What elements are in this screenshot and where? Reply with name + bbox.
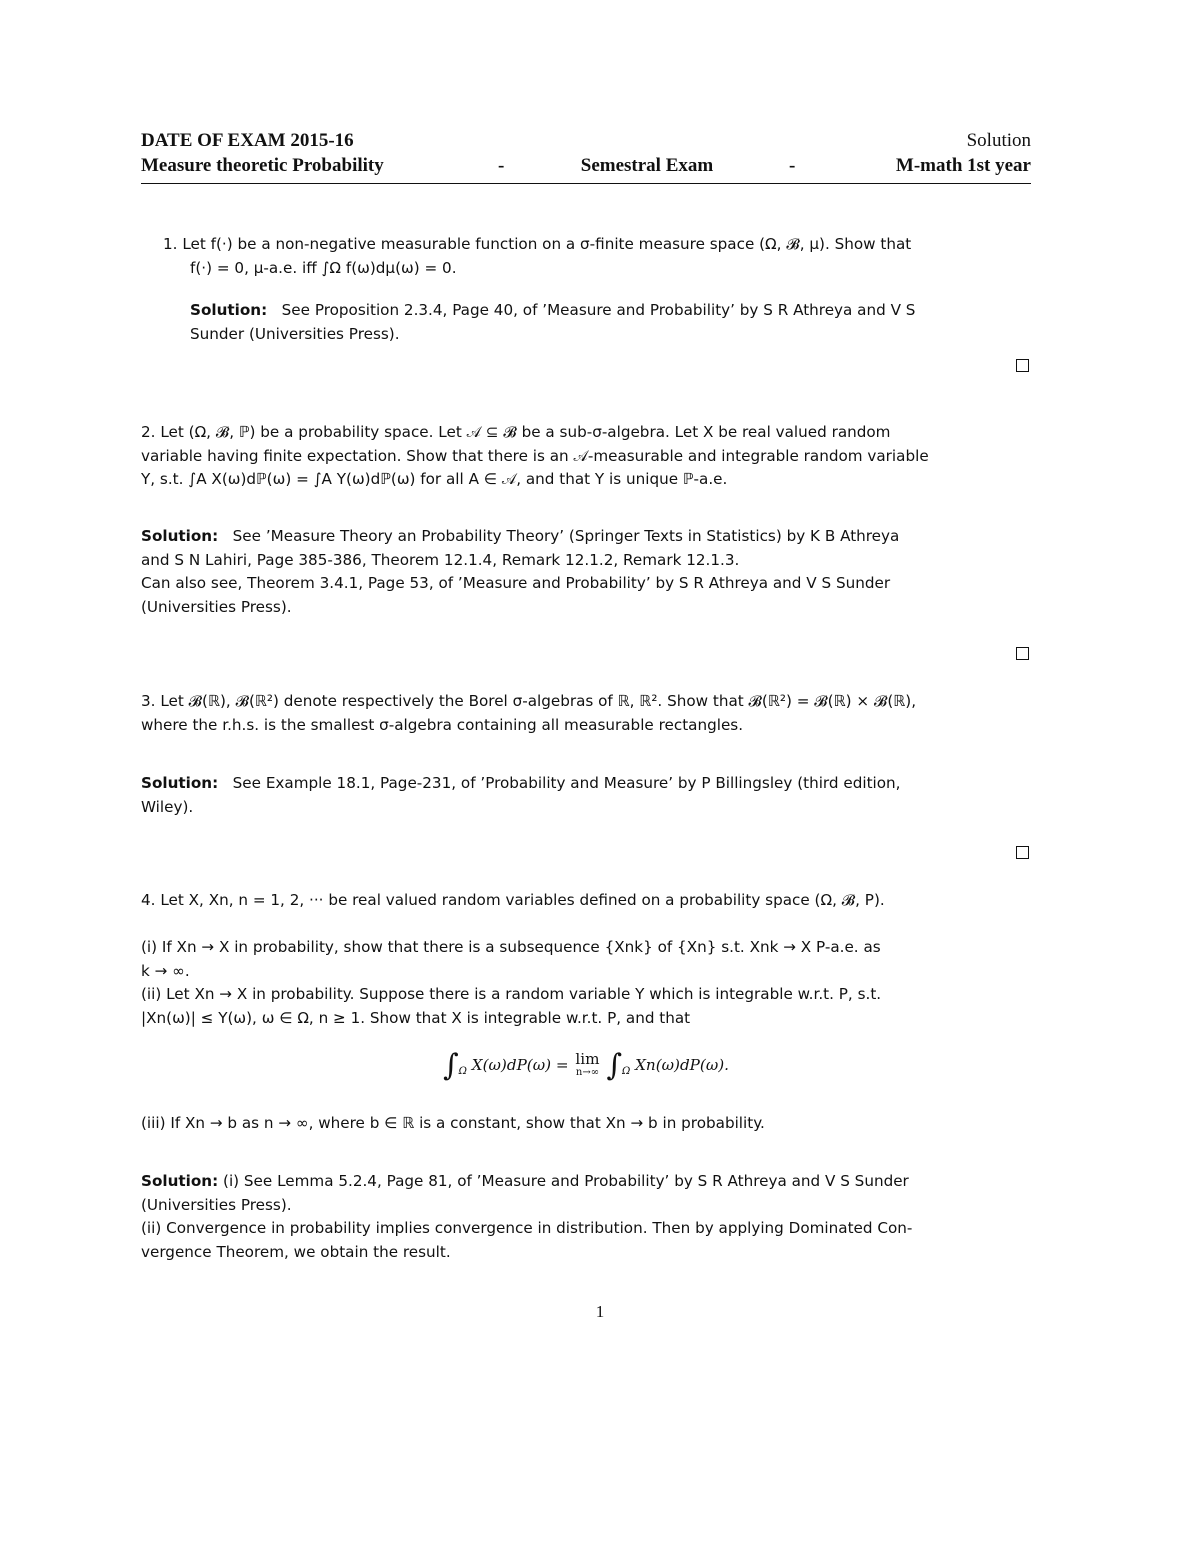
q2-line-2: variable having finite expectation. Show that there is an 𝒜-measurable and integrable random variable	[141, 446, 929, 465]
q1-text: Let f(·) be a non-negative measurable function on a σ-finite measure space (Ω, 𝓑, μ). Show that	[182, 235, 912, 253]
solution-heading: Solution:	[141, 527, 219, 545]
header-row-2	[141, 155, 1031, 179]
q4-solution-line-4: vergence Theorem, we obtain the result.	[141, 1242, 451, 1261]
header-dash: -	[789, 155, 796, 176]
header-rule	[141, 183, 1031, 184]
q2-solution-line-2: and S N Lahiri, Page 385-386, Theorem 12.1.4, Remark 12.1.2, Remark 12.1.3.	[141, 550, 740, 569]
solution-heading: Solution:	[141, 1172, 219, 1190]
q1-solution-line-1	[190, 299, 1031, 323]
exam-name: Semestral Exam	[580, 155, 714, 176]
q1-line-2: f(·) = 0, μ-a.e. iff ∫Ω f(ω)dμ(ω) = 0.	[190, 258, 457, 277]
display-equation	[141, 1048, 1031, 1092]
solution-heading: Solution:	[141, 774, 219, 792]
q1-solution	[190, 299, 1031, 346]
solution-text: (i) See Lemma 5.2.4, Page 81, of ’Measure and Probability’ by S R Athreya and V S Sunder	[223, 1172, 909, 1190]
solution-text: See Example 18.1, Page-231, of ’Probability and Measure’ by P Billingsley (third edition,	[232, 774, 901, 792]
q3-line-1: 3. Let 𝓑(ℝ), 𝓑(ℝ²) denote respectively the Borel σ-algebras of ℝ, ℝ². Show that 𝓑(ℝ²) = 𝓑(ℝ) × 𝓑(ℝ),	[141, 692, 917, 710]
q4-part-i-line-2: k → ∞.	[141, 961, 190, 980]
q4-part-iii	[141, 1112, 1031, 1136]
q4-solution-line-3: (ii) Convergence in probability implies convergence in distribution. Then by applying Dominated Con-	[141, 1219, 913, 1237]
limit-operator	[575, 1049, 600, 1080]
equation-rhs: Xn(ω)dP(ω).	[635, 1056, 729, 1074]
solution-label: Solution	[966, 130, 1031, 151]
q4-line-1: 4. Let X, Xn, n = 1, 2, ··· be real valued random variables defined on a probability space (Ω, 𝓑, P).	[141, 891, 885, 909]
integral-domain: Ω	[458, 1066, 467, 1078]
question-4	[141, 889, 1031, 913]
equation-lhs: X(ω)dP(ω) =	[471, 1056, 569, 1074]
integral-domain: Ω	[622, 1066, 631, 1078]
header-row-1	[141, 130, 1031, 154]
question-3	[141, 690, 1031, 737]
solution-text: See ’Measure Theory an Probability Theory’ (Springer Texts in Statistics) by K B Athreya	[232, 527, 900, 545]
question-1	[163, 233, 1031, 280]
question-number: 1.	[163, 235, 178, 253]
q3-solution-line-1	[141, 772, 1031, 796]
q2-solution-line-1	[141, 525, 1031, 549]
q4-part-i-line-1: (i) If Xn → X in probability, show that there is a subsequence {Xnk} of {Xn} s.t. Xnk → X P-a.e. as	[141, 938, 881, 956]
q3-solution-line-2: Wiley).	[141, 797, 194, 816]
limit-subscript: n→∞	[575, 1066, 600, 1078]
page-number: 1	[595, 1302, 605, 1321]
q4-parts	[141, 936, 1031, 1030]
limit-text: lim	[575, 1049, 600, 1068]
q4-part-iii-line: (iii) If Xn → b as n → ∞, where b ∈ ℝ is a constant, show that Xn → b in probability.	[141, 1114, 765, 1132]
header-dash: -	[498, 155, 505, 176]
q4-part-ii-line-2: |Xn(ω)| ≤ Y(ω), ω ∈ Ω, n ≥ 1. Show that X is integrable w.r.t. P, and that	[141, 1008, 691, 1027]
q1-line-1	[163, 233, 1031, 257]
q2-solution-line-4: (Universities Press).	[141, 597, 292, 616]
solution-text: See Proposition 2.3.4, Page 40, of ’Measure and Probability’ by S R Athreya and V S	[281, 301, 916, 319]
qed-box-icon	[1016, 647, 1029, 660]
q4-solution-line-2: (Universities Press).	[141, 1195, 292, 1214]
question-2	[141, 421, 1031, 492]
q4-solution	[141, 1170, 1031, 1264]
q2-line-1: 2. Let (Ω, 𝓑, ℙ) be a probability space. Let 𝒜 ⊆ 𝓑 be a sub-σ-algebra. Let X be real valued random	[141, 423, 891, 441]
exam-date: DATE OF EXAM 2015-16	[141, 130, 354, 151]
q3-line-2: where the r.h.s. is the smallest σ-algebra containing all measurable rectangles.	[141, 715, 744, 734]
program-name: M-math 1st year	[895, 155, 1031, 176]
q2-solution	[141, 525, 1031, 619]
q2-line-3: Y, s.t. ∫A X(ω)dℙ(ω) = ∫A Y(ω)dℙ(ω) for all A ∈ 𝒜, and that Y is unique ℙ-a.e.	[141, 470, 728, 488]
solution-heading: Solution:	[190, 301, 268, 319]
q1-solution-line-2: Sunder (Universities Press).	[190, 324, 400, 343]
integral-sign-icon: ∫	[606, 1048, 622, 1083]
q4-solution-line-1	[141, 1170, 1031, 1194]
q2-solution-line-3: Can also see, Theorem 3.4.1, Page 53, of ’Measure and Probability’ by S R Athreya and V S Sunder	[141, 574, 891, 592]
qed-box-icon	[1016, 359, 1029, 372]
q4-part-ii-line-1: (ii) Let Xn → X in probability. Suppose there is a random variable Y which is integrable w.r.t. P, s.t.	[141, 985, 882, 1003]
course-title: Measure theoretic Probability	[141, 155, 384, 176]
integral-sign-icon: ∫	[443, 1048, 459, 1083]
q3-solution	[141, 772, 1031, 819]
qed-box-icon	[1016, 846, 1029, 859]
